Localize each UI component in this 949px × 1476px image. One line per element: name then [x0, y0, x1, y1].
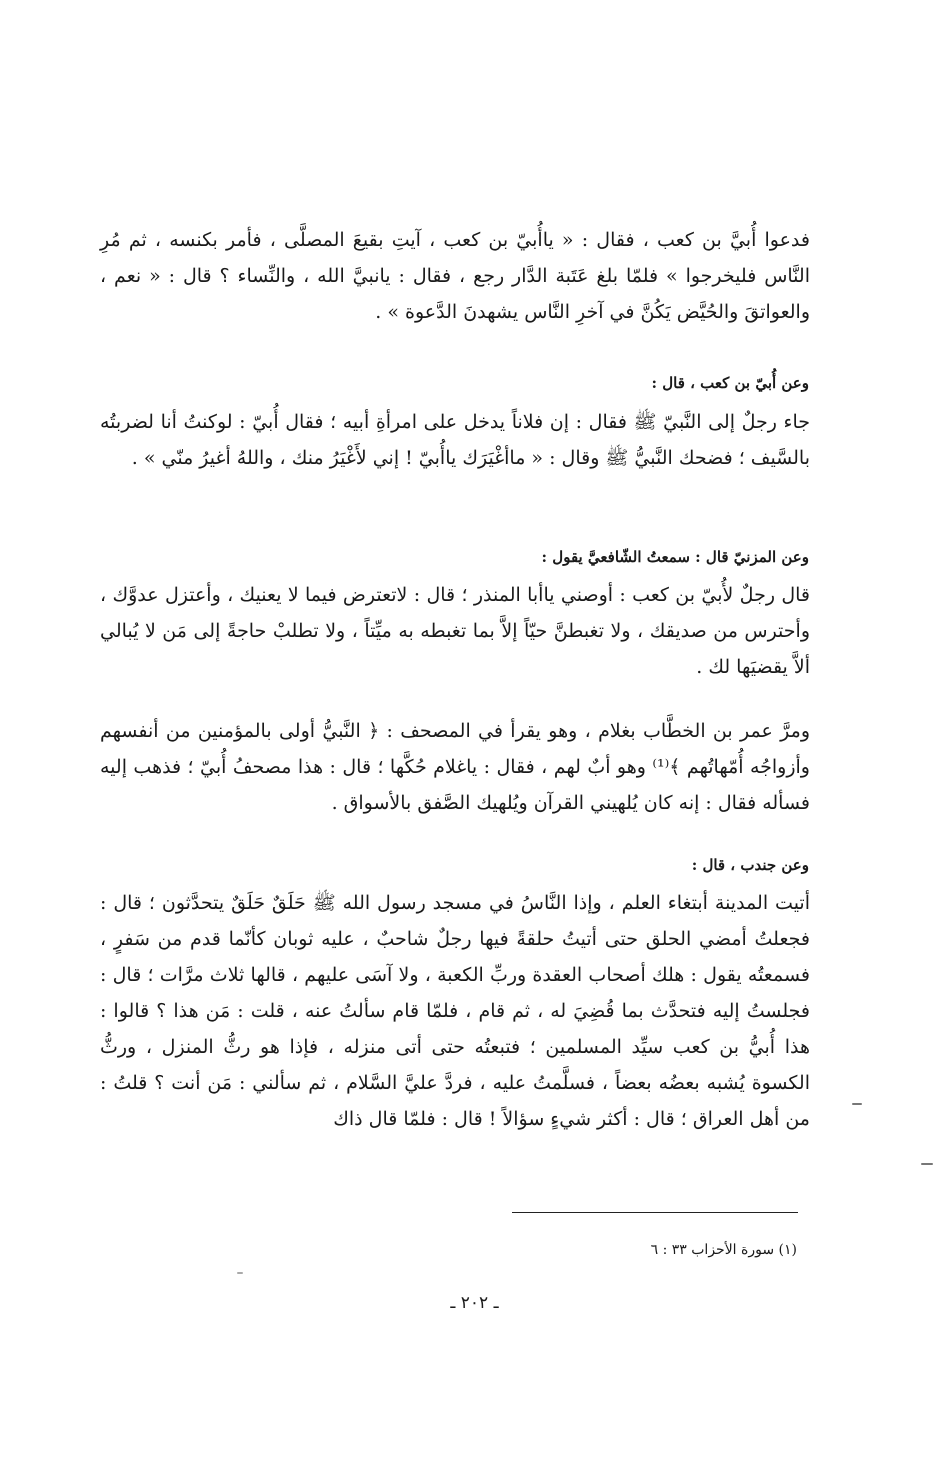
- paragraph-3-text: قال رجلٌ لأُبيّ بن كعب : أوصني ياأبا المنذر ؛ قال : لاتعترض فيما لا يعنيك ، وأعتزل عدوَّك ، وأحترس من صديقك ، ولا تغبطنَّ حيّاً إلاَّ بما تغبطه به ميِّتاً ، ولا تطلبْ حاجةً إلى مَن لا يُبالي ألاَّ يقضيَها لك .: [100, 584, 810, 678]
- scan-speck: [237, 1272, 243, 1274]
- scan-speck: [921, 1163, 933, 1165]
- paragraph-3: [100, 577, 810, 685]
- paragraph-4: [100, 713, 810, 821]
- paragraph-4-text: ومرَّ عمر بن الخطَّاب بغلام ، وهو يقرأ في المصحف : ﴿ النَّبيُّ أولى بالمؤمنين من أنفسهم وأزواجُه أُمّهاتُهم ﴾⁽¹⁾ وهو أبٌ لهم ، فقال : ياغلام حُكَّها ؛ قال : هذا مصحفُ أُبيّ ؛ فذهب إليه فسأله فقال : إنه كان يُلهيني القرآن ويُلهيك الصَّفق بالأسواق .: [100, 720, 810, 814]
- section-heading-ubayy: وعن أُبيّ بن كعب ، قال :: [651, 374, 809, 392]
- section-heading-jundub: وعن جندب ، قال :: [691, 856, 809, 874]
- footnote-separator: [512, 1212, 798, 1213]
- paragraph-2-text: جاء رجلٌ إلى النَّبيّ ﷺ فقال : إن فلاناً يدخل على امرأةِ أبيه ؛ فقال أُبيّ : لوكنتُ أنا لضربتُه بالسَّيف ؛ فضحك النَّبيُّ ﷺ وقال : « ماأغْيَرَك ياأُبيّ ! إني لأَغْيَرُ منك ، واللهُ أغيرُ منّي » .: [100, 411, 810, 469]
- paragraph-1-text: فدعوا أُبيَّ بن كعب ، فقال : « ياأُبيّ بن كعب ، آيتِ بقيعَ المصلَّى ، فأمر بكنسه ، ثم مُرِ النَّاس فليخرجوا » فلمّا بلغ عَتَبة الدَّار رجع ، فقال : يانبيَّ الله ، والنِّساء ؟ قال : « نعم ، والعواتقَ والحُيَّض يَكُنَّ في آخرِ النَّاس يشهدنَ الدَّعوة » .: [100, 229, 810, 323]
- page-number: ـ ٢٠٢ ـ: [450, 1293, 499, 1313]
- paragraph-5-text: أتيت المدينة أبتغاء العلم ، وإذا النَّاسُ في مسجد رسول الله ﷺ حَلَقٌ حَلَقٌ يتحدَّثون ؛ قال : فجعلتُ أمضي الحلق حتى أتيتُ حلقةً فيها رجلٌ شاحبٌ ، عليه ثوبان كأنّما قدم من سَفرٍ ، فسمعتُه يقول : هلك أصحاب العقدة وربِّ الكعبة ، ولا آسَى عليهم ، قالها ثلاث مرَّات ؛ قال : فجلستُ إليه فتحدَّث بما قُضِيَ له ، ثم قام ، فلمّا قام سألتُ عنه ، قلت : مَن هذا ؟ قالوا : هذا أُبيُّ بن كعب سيِّد المسلمين ؛ فتبعتُه حتى أتى منزله ، فإذا هو رثُّ المنزل ، ورثُّ الكسوة يُشبه بعضُه بعضاً ، فسلَّمتُ عليه ، فردَّ عليَّ السَّلام ، ثم سألني : مَن أنت ؟ قلتُ : من أهل العراق ؛ قال : أكثر شيءٍ سؤالاً ! قال : فلمّا قال ذاك: [100, 892, 810, 1130]
- scan-speck: [852, 1103, 862, 1105]
- section-heading-muzani: وعن المزنيّ قال : سمعتُ الشّافعيَّ يقول :: [541, 548, 809, 566]
- paragraph-2: [100, 404, 810, 476]
- footnote: (١) سورة الأحزاب ٣٣ : ٦: [650, 1242, 797, 1258]
- paragraph-5: [100, 885, 810, 1137]
- paragraph-1: [100, 222, 810, 330]
